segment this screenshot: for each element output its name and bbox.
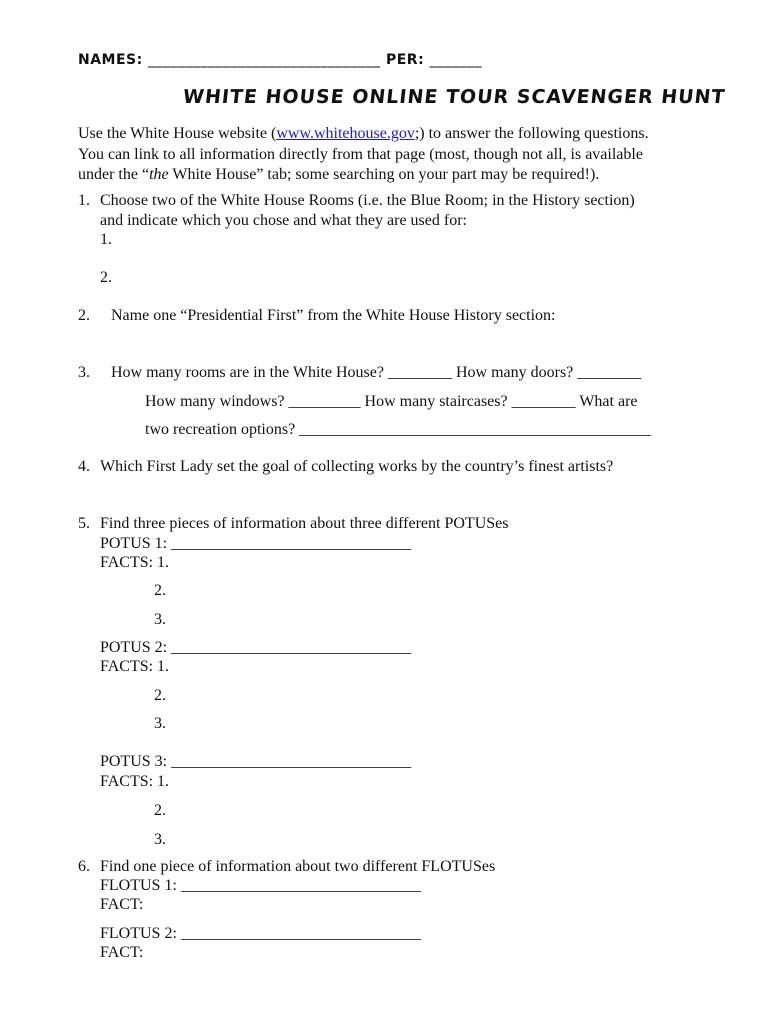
q1-item-2: 2.	[100, 269, 112, 286]
q3-line-1: How many rooms are in the White House? ________ How many doors? ________	[111, 364, 642, 381]
names-blank: _______________________________	[148, 52, 381, 68]
potus-1-facts: FACTS: 1.	[100, 554, 170, 571]
potus-1-label: POTUS 1: ______________________________	[100, 535, 412, 552]
q1-line-2: and indicate which you chose and what they are used for:	[100, 212, 467, 229]
q1-number: 1.	[78, 192, 90, 209]
potus-1-fact-3: 3.	[154, 611, 166, 628]
intro-line-1-post: ;) to answer the following questions.	[414, 125, 649, 142]
intro-line-3-pre: under the “	[78, 166, 150, 183]
q5-number: 5.	[78, 515, 90, 532]
q6-text: Find one piece of information about two different FLOTUSes	[100, 858, 496, 875]
flotus-2-fact: FACT:	[100, 944, 144, 961]
intro-line-3-em: the	[149, 166, 169, 183]
potus-3-label: POTUS 3: ______________________________	[100, 753, 412, 770]
per-label: PER:	[385, 52, 425, 68]
q6-number: 6.	[78, 858, 90, 875]
q4-number: 4.	[78, 458, 90, 475]
q4-text: Which First Lady set the goal of collecting works by the country’s finest artists?	[100, 458, 614, 475]
whitehouse-link[interactable]: www.whitehouse.gov	[276, 125, 415, 142]
q2-text: Name one “Presidential First” from the White House History section:	[111, 307, 556, 324]
flotus-1-label: FLOTUS 1: ______________________________	[100, 877, 421, 894]
q2-number: 2.	[78, 307, 90, 324]
potus-2-fact-2: 2.	[154, 687, 166, 704]
potus-2-fact-3: 3.	[154, 715, 166, 732]
potus-2-label: POTUS 2: ______________________________	[100, 639, 412, 656]
intro-line-1-pre: Use the White House website (	[78, 125, 277, 142]
potus-3-facts: FACTS: 1.	[100, 773, 170, 790]
names-label: NAMES:	[78, 52, 143, 68]
flotus-1-fact: FACT:	[100, 896, 144, 913]
flotus-2-label: FLOTUS 2: ______________________________	[100, 925, 421, 942]
potus-2-facts: FACTS: 1.	[100, 658, 170, 675]
page-title: WHITE HOUSE ONLINE TOUR SCAVENGER HUNT	[181, 86, 727, 108]
q1-item-1: 1.	[100, 231, 112, 248]
header-line	[78, 52, 482, 68]
intro-line-2: You can link to all information directly from that page (most, though not all, is available	[78, 146, 643, 163]
q3-number: 3.	[78, 364, 90, 381]
intro-line-3	[78, 164, 599, 185]
q3-line-3: two recreation options? ____________________________________________	[145, 421, 652, 438]
potus-1-fact-2: 2.	[154, 582, 166, 599]
q5-text: Find three pieces of information about three different POTUSes	[100, 515, 509, 532]
potus-3-fact-3: 3.	[154, 831, 166, 848]
intro-line-3-post: White House” tab; some searching on your part may be required!).	[168, 166, 600, 183]
q3-line-2: How many windows? _________ How many staircases? ________ What are	[145, 393, 638, 410]
potus-3-fact-2: 2.	[154, 802, 166, 819]
intro-line-1	[78, 123, 649, 144]
per-blank: _______	[429, 52, 483, 68]
q1-line-1: Choose two of the White House Rooms (i.e. the Blue Room; in the History section)	[100, 192, 635, 209]
